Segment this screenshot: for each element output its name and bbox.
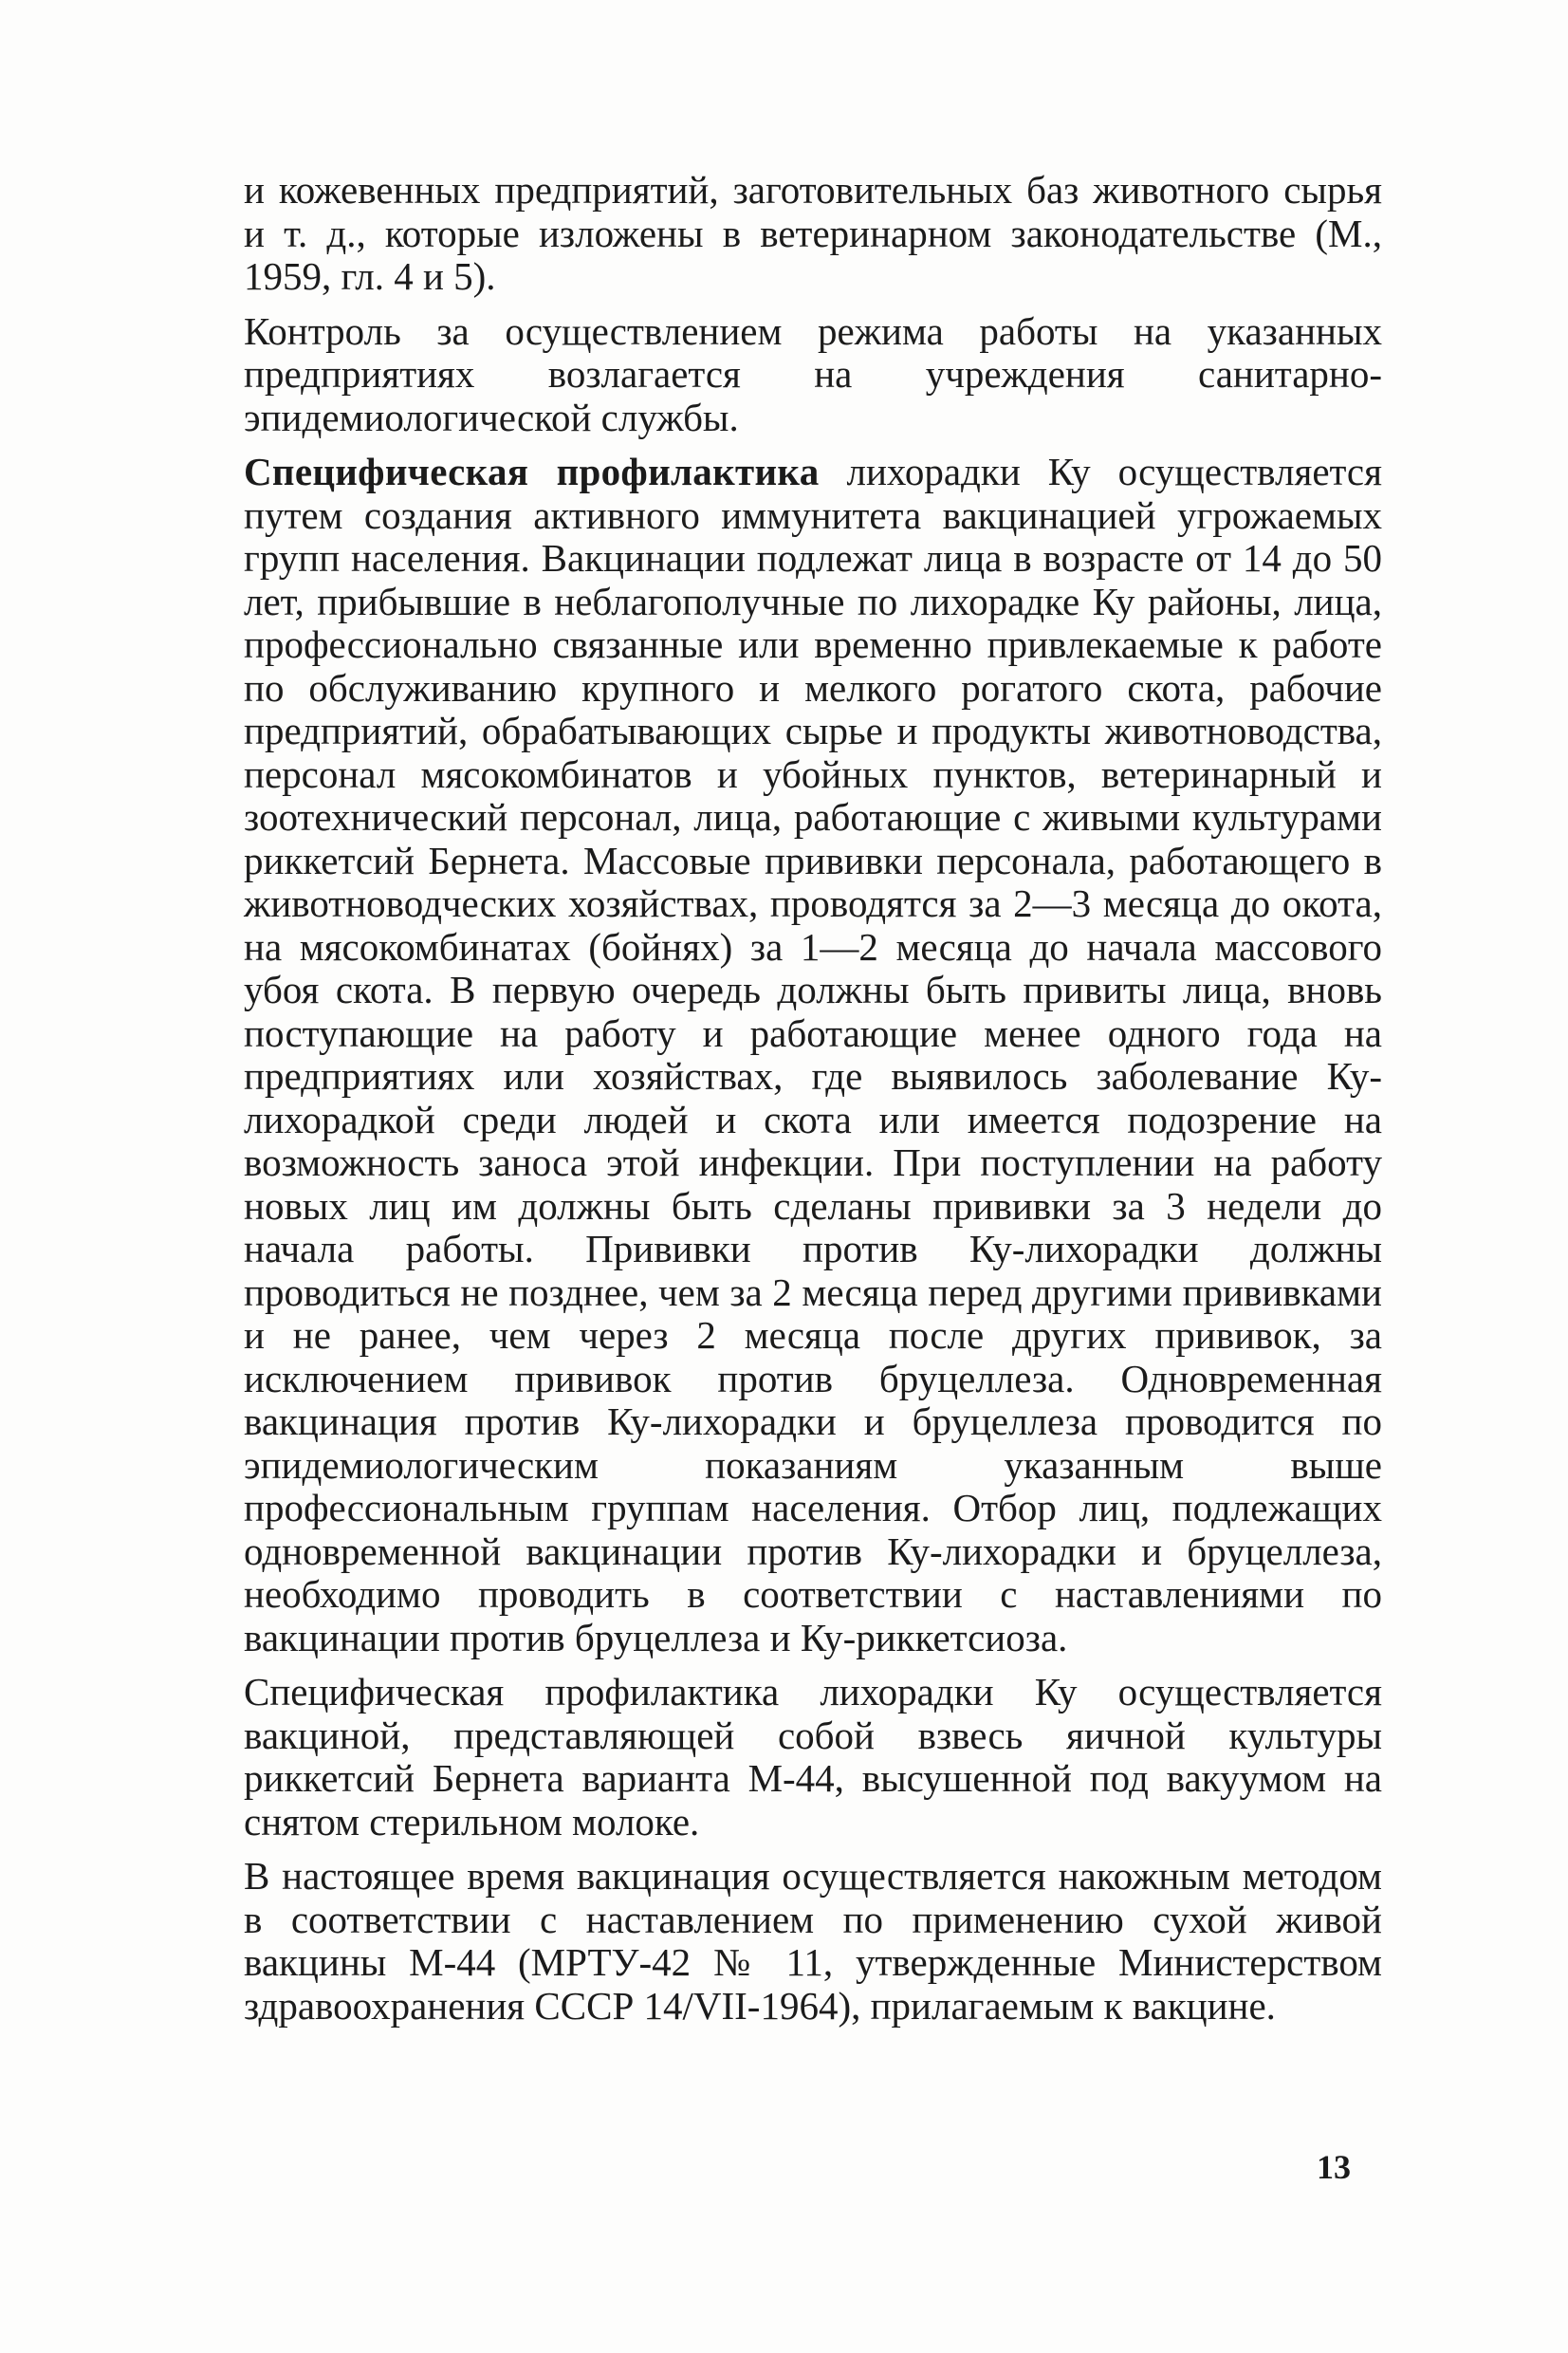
paragraph-text: лихорадки Ку осуществляется путем создания активного иммунитета вакцинацией угрожаемых групп населения. Вакцинации подлежат лица в возрасте от 14 до 50 лет, прибывшие в неблагополучные по лихорадке Ку районы, лица, профессионально связанные или временно привлекаемые к работе по обслуживанию крупного и мелкого рогатого скота, рабочие предприятий, обрабатывающих сырье и продукты животноводства, персонал мясокомбинатов и убойных пунктов, ветеринарный и зоотехнический персонал, лица, работающие с живыми культурами риккетсий Бернета. Массовые прививки персонала, работающего в животноводческих хозяйствах, проводятся за 2—3 месяца до окота, на мясокомбинатах (бойнях) за 1—2 месяца до начала массового убоя скота. В первую очередь должны быть привиты лица, вновь поступающие на работу и работающие менее одного года на предприятиях или хозяйствах, где выявилось заболевание Ку-лихорадкой среди людей и скота или имеется подозрение на возможность заноса этой инфекции. При поступлении на работу новых лиц им должны быть сделаны прививки за 3 недели до начала работы. Прививки против Ку-лихорадки должны проводиться не позднее, чем за 2 месяца перед другими прививками и не ранее, чем через 2 месяца после других прививок, за исключением прививок против бруцеллеза. Одновременная вакцинация против Ку-лихорадки и бруцеллеза проводится по эпидемиологическим показаниям указанным выше профессиональным группам населения. Отбор лиц, подлежащих одновременной вакцинации против Ку-лихорадки и бруцеллеза, необходимо проводить в соответствии с наставлениями по вакцинации против бруцеллеза и Ку-риккетсиоза. bbox=[244, 450, 1382, 1659]
paragraph-specific-prophylaxis bbox=[244, 451, 1382, 1659]
paragraph-heading-lead: Специфическая профилактика bbox=[244, 450, 820, 493]
paragraph-text: Специфическая профилактика лихорадки Ку осуществляется вакциной, представляющей собой взвесь яичной культуры риккетсий Бернета варианта М-44, высушенной под вакуумом на снятом стерильном молоке. bbox=[244, 1670, 1382, 1843]
paragraph-text: В настоящее время вакцинация осуществляется накожным методом в соответствии с наставлением по применению сухой живой вакцины М-44 (МРТУ-42 № 11, утвержденные Министерством здравоохранения СССР 14/VII-1964), прилагаемым к вакцине. bbox=[244, 1854, 1382, 2028]
paragraph-vaccination-method bbox=[244, 1855, 1382, 2028]
paragraph-continuation bbox=[244, 169, 1382, 299]
body-text bbox=[244, 169, 1382, 2039]
paragraph-text: и кожевенных предприятий, заготовительных баз животного сырья и т. д., которые изложены в ветеринарном законодательстве (М., 1959, гл. 4 и 5). bbox=[244, 168, 1382, 298]
paragraph-control bbox=[244, 310, 1382, 440]
paragraph-text: Контроль за осуществлением режима работы на указанных предприятиях возлагается на учреждения санитарно-эпидемиологической службы. bbox=[244, 308, 1382, 439]
paragraph-vaccine-description bbox=[244, 1671, 1382, 1843]
page-number: 13 bbox=[1317, 2148, 1351, 2186]
